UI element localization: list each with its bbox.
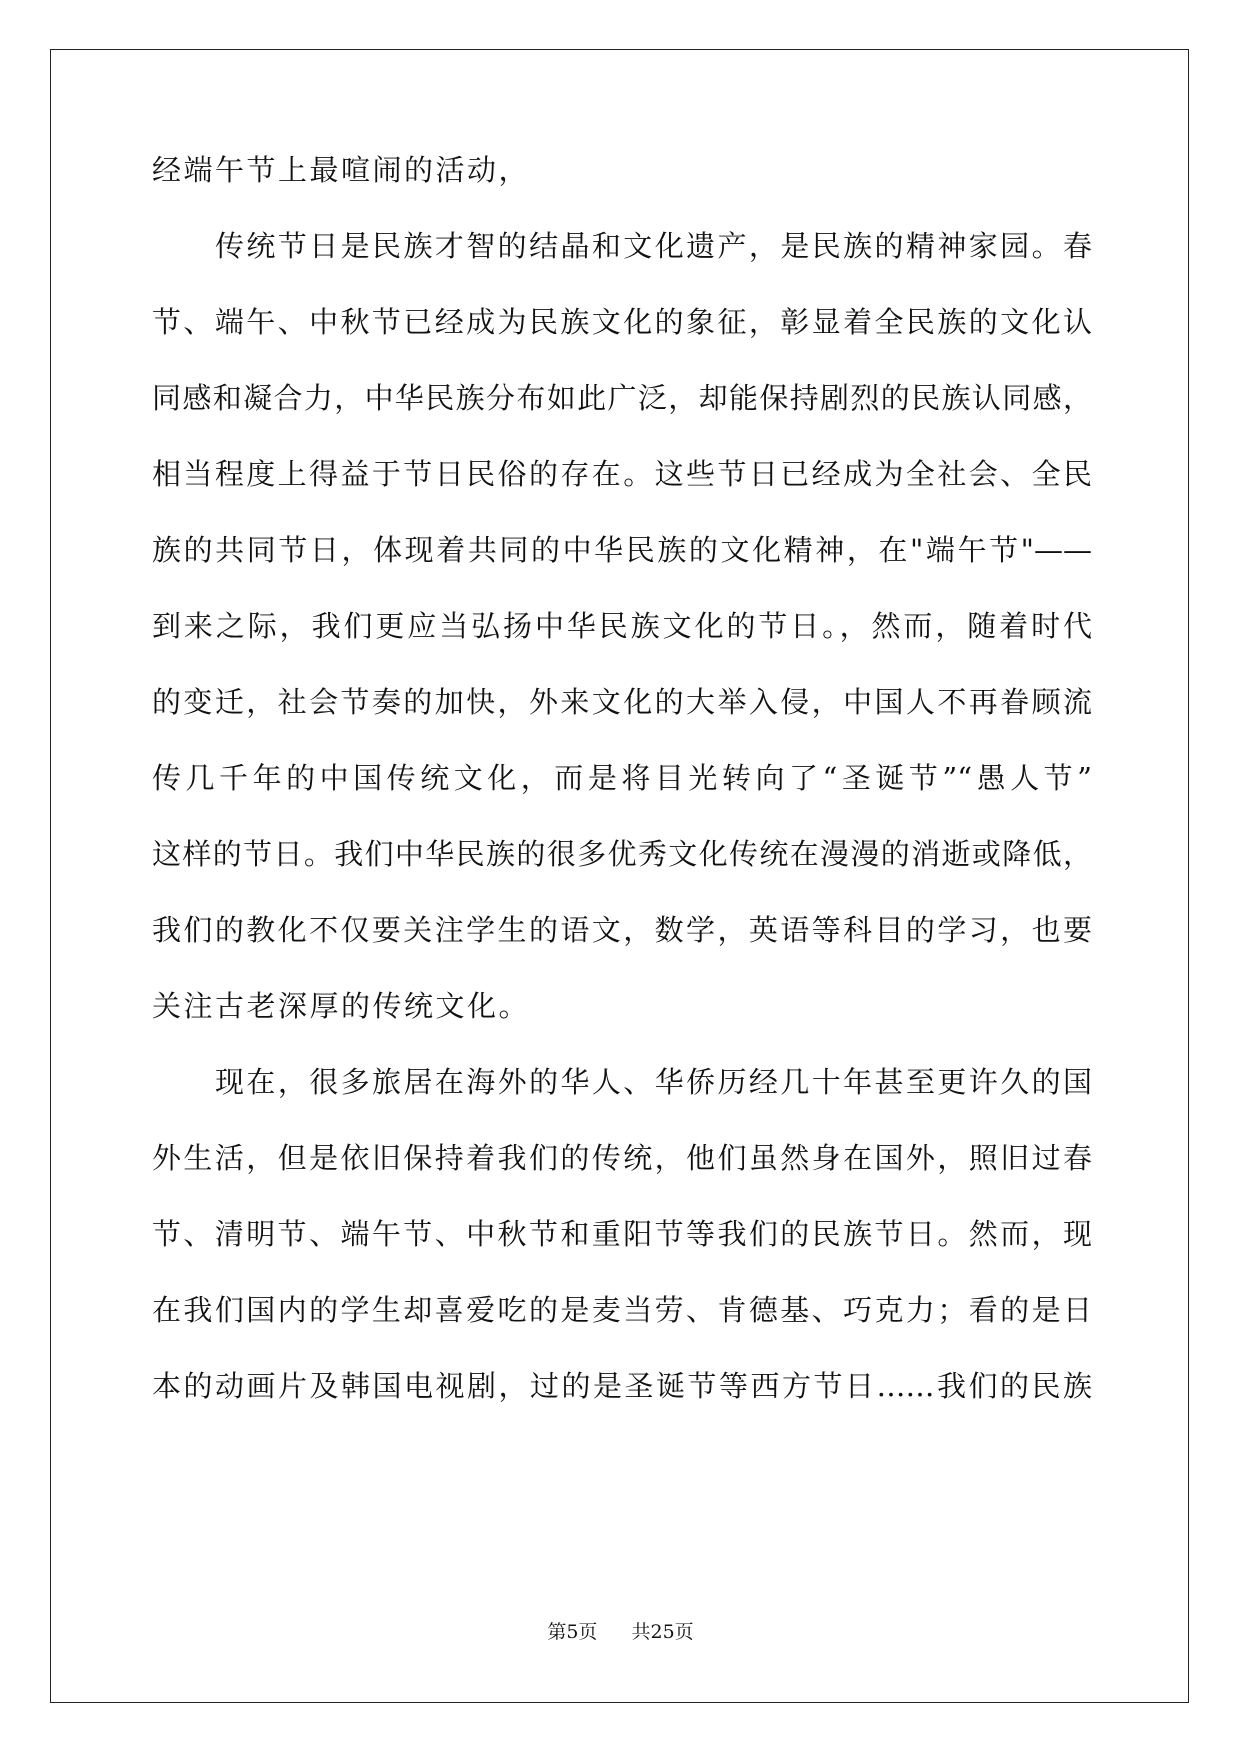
- text-line: 节、清明节、端午节、中秋节和重阳节等我们的民族节日。然而，现: [152, 1217, 1092, 1251]
- text-line: 在我们国内的学生却喜爱吃的是麦当劳、肯德基、巧克力；看的是日: [152, 1293, 1092, 1327]
- text-line: 我们的教化不仅要关注学生的语文，数学，英语等科目的学习，也要: [152, 913, 1092, 947]
- paragraph-first-line: 传统节日是民族才智的结晶和文化遗产，是民族的精神家园。春: [215, 229, 1092, 263]
- page-footer: [0, 1619, 1241, 1645]
- text-line: 到来之际，我们更应当弘扬中华民族文化的节日。，然而，随着时代: [152, 609, 1092, 643]
- text-line: 族的共同节日，体现着共同的中华民族的文化精神，在"端午节"——: [152, 533, 1092, 567]
- text-line: 节、端午、中秋节已经成为民族文化的象征，彰显着全民族的文化认: [152, 305, 1092, 339]
- paragraph-first-line: 现在，很多旅居在海外的华人、华侨历经几十年甚至更许久的国: [215, 1065, 1092, 1099]
- text-line: 这样的节日。我们中华民族的很多优秀文化传统在漫漫的消逝或降低，: [152, 837, 1092, 871]
- page-total: 共25页: [631, 1621, 694, 1643]
- text-line: 关注古老深厚的传统文化。: [152, 989, 531, 1023]
- page-border: [50, 49, 1189, 1703]
- text-line: 外生活，但是依旧保持着我们的传统，他们虽然身在国外，照旧过春: [152, 1141, 1092, 1175]
- text-line: 经端午节上最喧闹的活动，: [152, 153, 531, 187]
- page-number: 第5页: [547, 1621, 598, 1643]
- text-line: 传几千年的中国传统文化，而是将目光转向了“圣诞节”“愚人节”: [152, 761, 1092, 795]
- text-line: 本的动画片及韩国电视剧，过的是圣诞节等西方节日……我们的民族: [152, 1369, 1092, 1403]
- text-line: 同感和凝合力，中华民族分布如此广泛，却能保持剧烈的民族认同感，: [152, 381, 1092, 415]
- text-line: 相当程度上得益于节日民俗的存在。这些节日已经成为全社会、全民: [152, 457, 1092, 491]
- text-line: 的变迁，社会节奏的加快，外来文化的大举入侵，中国人不再眷顾流: [152, 685, 1092, 719]
